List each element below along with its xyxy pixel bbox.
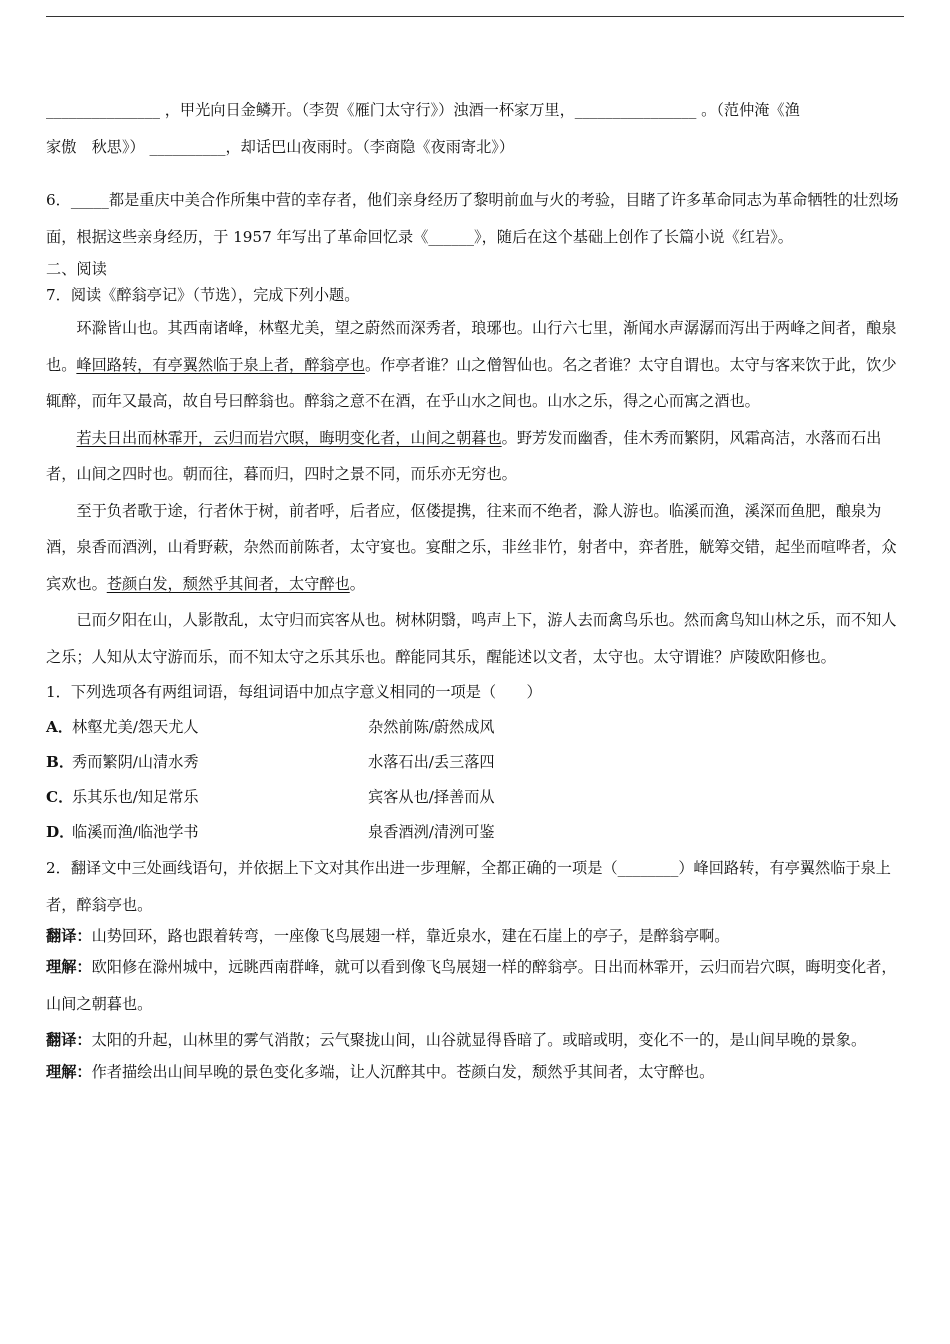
question-5-tail	[46, 92, 906, 166]
option-label: D．	[46, 823, 75, 841]
classical-passage	[46, 310, 906, 675]
translation-line: 翻译：太阳的升起，山林里的雾气消散；云气聚拢山间，山谷就显得昏暗了。或暗或明，变化不一的，是山间早晚的景象。	[46, 1031, 867, 1049]
option-c[interactable]	[46, 780, 906, 815]
option-label: C．	[46, 788, 74, 806]
option-a[interactable]	[46, 710, 906, 745]
option-right: 泉香酒洌/清洌可鉴	[368, 823, 495, 841]
option-right: 宾客从也/择善而从	[368, 788, 495, 806]
underlined-sentence-2: 若夫日出而林霏开，云归而岩穴暝，晦明变化者，山间之朝暮也	[76, 428, 502, 447]
option-b[interactable]	[46, 745, 906, 780]
option-left: 秀而繁阴/山清水秀	[72, 753, 199, 771]
sub-question-1	[46, 675, 906, 850]
option-left: 乐其乐也/知足常乐	[72, 788, 199, 806]
section-title: 二、阅读	[46, 260, 107, 278]
passage-paragraph-2: 若夫日出而林霏开，云归而岩穴暝，晦明变化者，山间之朝暮也。野芳发而幽香，佳木秀而繁阴，风霜高洁，水落而石出者，山间之四时也。朝而往，暮而归，四时之景不同，而乐亦无穷也。	[46, 428, 882, 483]
option-d[interactable]	[46, 815, 906, 850]
q5-line-1: _______________ ，甲光向日金鳞开。（李贺《雁门太守行》）浊酒一杯家万里，________________ 。（范仲淹《渔	[46, 101, 800, 119]
q5-line-2: 家傲 秋思》） __________，却话巴山夜雨时。（李商隐《夜雨寄北》）	[46, 138, 515, 156]
option-right: 水落石出/丢三落四	[368, 753, 495, 771]
translation-line: 翻译：山势回环，路也跟着转弯，一座像飞鸟展翅一样，靠近泉水，建在石崖上的亭子，是醉翁亭啊。	[46, 927, 730, 945]
question-6: 6．_____都是重庆中美合作所集中营的幸存者，他们亲身经历了黎明前血与火的考验，目睹了许多革命同志为革命牺牲的壮烈场面，根据这些亲身经历，于 1957 年写出了革命回忆录《______》，随后在这个基础上创作了长篇小说《红岩》。	[46, 191, 899, 246]
option-left: 临溪而渔/临池学书	[72, 823, 199, 841]
option-label: A．	[46, 718, 73, 736]
underlined-sentence-3: 苍颜白发，颓然乎其间者，太守醉也	[106, 574, 350, 593]
document-page	[46, 92, 906, 1085]
passage-paragraph-3: 至于负者歌于途，行者休于树，前者呼，后者应，伛偻提携，往来而不绝者，滁人游也。临溪而渔，溪深而鱼肥，酿泉为酒，泉香而酒洌，山肴野蔌，杂然而前陈者，太守宴也。宴酣之乐，非丝非竹，射者中，弈者胜，觥筹交错，起坐而喧哗者，众宾欢也。苍颜白发，颓然乎其间者，太守醉也。	[46, 501, 897, 593]
option-left: 林壑尤美/怨天尤人	[72, 718, 199, 736]
underlined-sentence-1: 峰回路转，有亭翼然临于泉上者，醉翁亭也	[76, 355, 365, 374]
option-right: 杂然前陈/蔚然成风	[368, 718, 495, 736]
header-rule	[46, 16, 904, 17]
sub-question-1-stem: 1．下列选项各有两组词语，每组词语中加点字意义相同的一项是（ ）	[46, 683, 542, 701]
understanding-line: 理解：欧阳修在滁州城中，远眺西南群峰，就可以看到像飞鸟展翅一样的醉翁亭。日出而林霏开，云归而岩穴暝，晦明变化者，山间之朝暮也。	[46, 958, 897, 1013]
understanding-line: 理解：作者描绘出山间早晚的景色变化多端，让人沉醉其中。苍颜白发，颓然乎其间者，太守醉也。	[46, 1062, 715, 1081]
passage-paragraph-1: 环滁皆山也。其西南诸峰，林壑尤美，望之蔚然而深秀者，琅琊也。山行六七里，渐闻水声潺潺而泻出于两峰之间者，酿泉也。峰回路转，有亭翼然临于泉上者，醉翁亭也。作亭者谁？山之僧智仙也。名之者谁？太守自谓也。太守与客来饮于此，饮少辄醉，而年又最高，故自号曰醉翁也。醉翁之意不在酒，在乎山水之间也。山水之乐，得之心而寓之酒也。	[46, 319, 897, 410]
passage-paragraph-4: 已而夕阳在山，人影散乱，太守归而宾客从也。树林阴翳，鸣声上下，游人去而禽鸟乐也。然而禽鸟知山林之乐，而不知人之乐；人知从太守游而乐，而不知太守之乐其乐也。醉能同其乐，醒能述以文者，太守也。太守谓谁？庐陵欧阳修也。	[46, 611, 897, 666]
sub-question-2	[46, 850, 906, 1085]
option-label: B．	[46, 753, 75, 771]
sub-question-2-stem: 2．翻译文中三处画线语句，并依据上下文对其作出进一步理解，全都正确的一项是（________）峰回路转，有亭翼然临于泉上者，醉翁亭也。	[46, 859, 891, 914]
question-7-intro: 7．阅读《醉翁亭记》（节选），完成下列小题。	[46, 286, 360, 304]
